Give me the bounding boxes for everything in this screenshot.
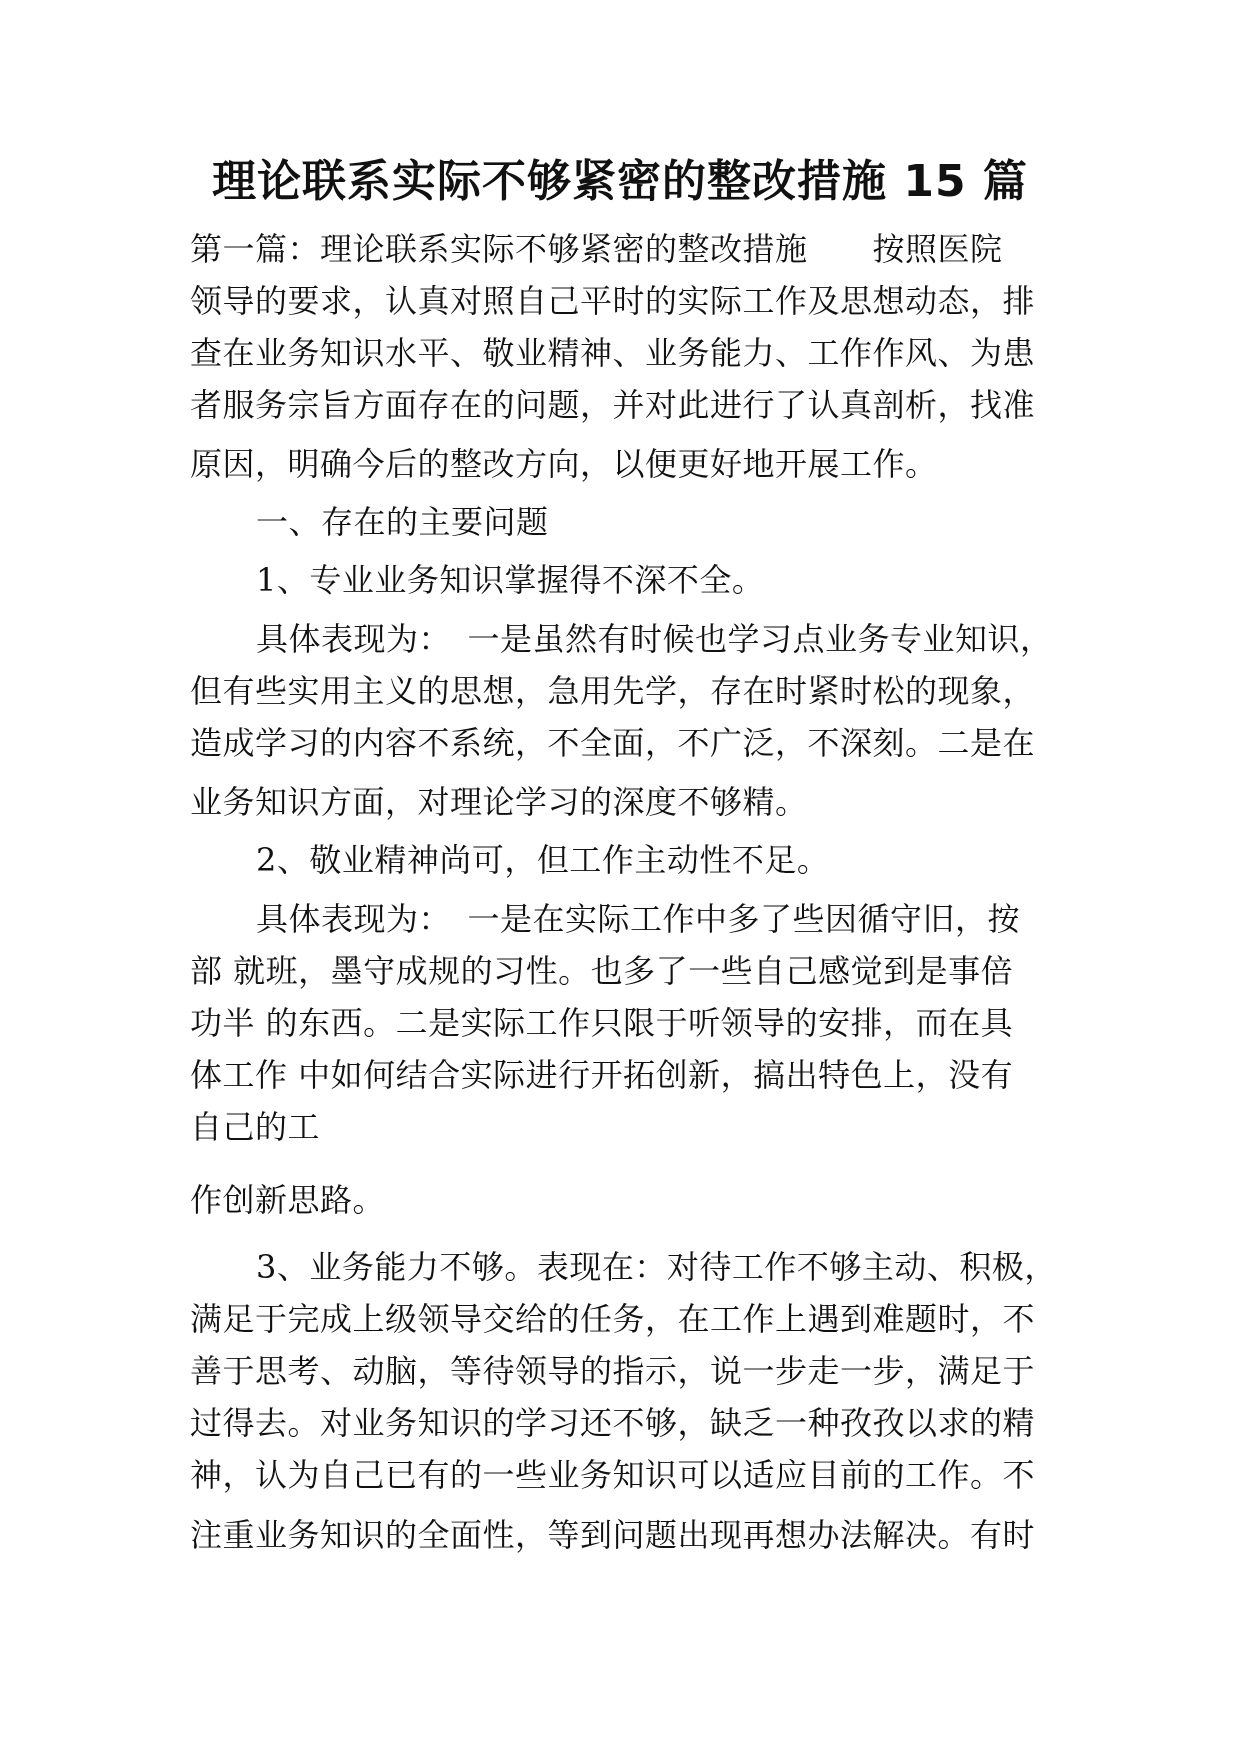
body-line: 注重业务知识的全面性，等到问题出现再想办法解决。有时: [190, 1516, 1036, 1554]
body-line: 造成学习的内容不系统，不全面，不广泛，不深刻。二是在: [190, 724, 1036, 762]
document-title: 理论联系实际不够紧密的整改措施 15 篇: [212, 156, 1028, 207]
subsection-heading: 1、专业业务知识掌握得不深不全。: [256, 561, 765, 599]
body-line: 过得去。对业务知识的学习还不够，缺乏一种孜孜以求的精: [190, 1404, 1036, 1442]
body-line: 神，认为自己已有的一些业务知识可以适应目前的工作。不: [190, 1456, 1036, 1494]
body-line: 具体表现为： 一是虽然有时候也学习点业务专业知识，: [256, 620, 1053, 658]
body-line: 满足于完成上级领导交给的任务，在工作上遇到难题时，不: [190, 1300, 1036, 1338]
body-line: 领导的要求，认真对照自己平时的实际工作及思想动态，排: [190, 282, 1036, 320]
body-line: 体工作 中如何结合实际进行开拓创新，搞出特色上，没有: [190, 1056, 1014, 1094]
section-heading: 一、存在的主要问题: [256, 503, 549, 541]
body-line: 善于思考、动脑，等待领导的指示，说一步走一步，满足于: [190, 1352, 1036, 1390]
body-line: 具体表现为： 一是在实际工作中多了些因循守旧，按: [256, 900, 1021, 938]
body-line: 查在业务知识水平、敬业精神、业务能力、工作作风、为患: [190, 334, 1036, 372]
subsection-heading: 3、业务能力不够。表现在：对待工作不够主动、积极，: [256, 1248, 1057, 1286]
body-line: 者服务宗旨方面存在的问题，并对此进行了认真剖析，找准: [190, 386, 1036, 424]
body-line: 原因，明确今后的整改方向，以便更好地开展工作。: [190, 445, 938, 483]
body-line: 自己的工: [190, 1108, 321, 1146]
body-line: 业务知识方面，对理论学习的深度不够精。: [190, 783, 808, 821]
subsection-heading: 2、敬业精神尚可，但工作主动性不足。: [256, 841, 830, 879]
body-line: 部 就班，墨守成规的习性。也多了一些自己感觉到是事倍: [190, 952, 1014, 990]
body-line: 但有些实用主义的思想，急用先学，存在时紧时松的现象，: [190, 672, 1036, 710]
body-line: 第一篇：理论联系实际不够紧密的整改措施 按照医院: [190, 230, 1003, 268]
body-line: 作创新思路。: [190, 1181, 386, 1219]
body-line: 功半 的东西。二是实际工作只限于听领导的安排，而在具: [190, 1004, 1014, 1042]
